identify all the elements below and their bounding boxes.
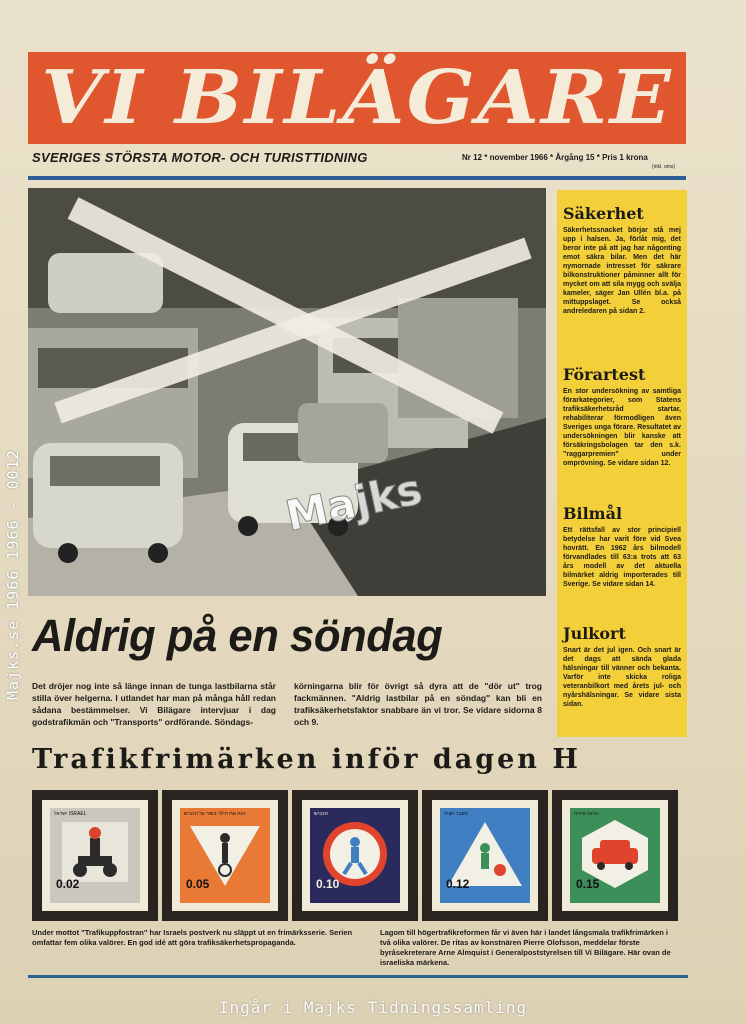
top-rule — [28, 176, 686, 180]
issue-info: Nr 12 * november 1966 * Årgång 15 * Pris 1 krona — [462, 153, 648, 162]
stamp-1-country: ישראל ISRAEL — [54, 811, 87, 817]
tagline: SVERIGES STÖRSTA MOTOR- OCH TURISTTIDNING — [32, 150, 368, 165]
archive-side-label: Majks.se 1966 1966 - 0012 — [4, 449, 22, 700]
stamp-5 — [552, 790, 678, 921]
stamp-4 — [422, 790, 548, 921]
stamp-5-value: 0.15 — [576, 877, 600, 891]
stamp-2-country: הנח את הילד בשיר על הכביש — [184, 811, 246, 817]
stamps-caption-left: Under mottot "Trafikuppfostran" har Israels postverk nu släppt ut en frimärksserie. Serien omfattar fem olika valörer. En god idé att göra trafiksäkerhetspropaganda. — [32, 928, 353, 947]
sidebar-text-forartest: En stor undersökning av samtliga förarkategorier, som Statens trafiksäkerhetsråd startar, rehabiliterar förmodligen även Sveriges unga förare. Resultatet av undersökningen blir kanske att försäkringsbolagen tar den s.k. "raggarpremien" under omprövning. Se vidare sidan 12. — [563, 388, 681, 467]
stamp-5-country: נהיגה זהירה — [574, 811, 599, 817]
sidebar-heading-bilmal: Bilmål — [563, 504, 623, 523]
masthead — [28, 52, 686, 144]
main-headline: Aldrig på en söndag — [32, 610, 443, 661]
stamp-2-value: 0.05 — [186, 877, 210, 891]
cover-photo — [28, 188, 546, 596]
archive-footer: Ingår i Majks Tidningssamling — [218, 998, 528, 1017]
masthead-title: VI BILÄGARE — [41, 55, 673, 141]
stamp-2 — [162, 790, 288, 921]
sidebar-heading-julkort: Julkort — [563, 624, 626, 643]
contents-sidebar — [557, 190, 687, 737]
stamp-3 — [292, 790, 418, 921]
article-column-2: körningarna blir för övrigt så dyra att de "dör ut" trog fackmännen. "Aldrig lastbilar på en söndag" kan bli en trafiksäkerhetsfaktor snabbare än vi tror. Se vidare sidorna 8 och 9. — [294, 681, 542, 727]
stamp-1 — [32, 790, 158, 921]
sidebar-heading-sakerhet: Säkerhet — [563, 204, 644, 223]
sidebar-heading-forartest: Förartest — [563, 365, 646, 384]
cover-photo-illustration — [28, 188, 546, 596]
sidebar-text-sakerhet: Säkerhetssnacket börjar stå mej upp i halsen. Ja, förlåt mig, det beror inte på att jag har någonting emot säkra bilar. Men det här nymornade intresset för säkrare bilkonstruktioner påminner allt för mycket om att sila mygg och svälja kameler, säger Jan Ullén bl.a. på mittuppslaget. Se också andreledaren på sidan 2. — [563, 227, 681, 315]
stamps-caption-right: Lagom till högertrafikreformen får vi även här i landet långsmala trafikfrimärken i två olika valörer. De ritas av konstnären Pierre Olofsson, meddelar förste byråsekreterare Arne Almquist i Generalpoststyrelsen till Vi Bilägare. Här ovan de israeliska märkena. — [380, 928, 671, 967]
stamp-3-country: הכביש — [314, 811, 328, 817]
stamps-title: Trafikfrimärken inför dagen H — [32, 744, 581, 775]
issue-note: (inkl. oms) — [652, 164, 676, 170]
article-column-1: Det dröjer nog inte så länge innan de tunga lastbilarna står stilla över helgerna. I utlandet har man på många håll redan sådana bestämmelser. Vi Bilägare intervjuar i dag godstrafikmän och "Transports" ordförande. Söndags- — [32, 681, 276, 727]
sidebar-text-julkort: Snart är det jul igen. Och snart är det dags att sända glada hälsningar till vänner och bekanta. Varför inte skicka roliga veteranbilkort med årets jul- och nyårshälsningar. Se vidare sista sidan. — [563, 647, 681, 708]
sidebar-text-bilmal: Ett rättsfall av stor principiell betydelse har varit före vid Svea hovrätt. En 1962 års bilmodell förvandlades till 63:a trots att 63 års modell av det aktuella bilmärket aldrig importerades till Sverige. Se vidare sidan 14. — [563, 527, 681, 588]
watermark-majks: Majks — [281, 464, 427, 541]
stamp-4-country: מעבר חציה — [444, 811, 468, 817]
stamp-1-value: 0.02 — [56, 877, 80, 891]
bottom-rule — [28, 975, 688, 978]
stamp-3-value: 0.10 — [316, 877, 340, 891]
stamp-4-value: 0.12 — [446, 877, 470, 891]
